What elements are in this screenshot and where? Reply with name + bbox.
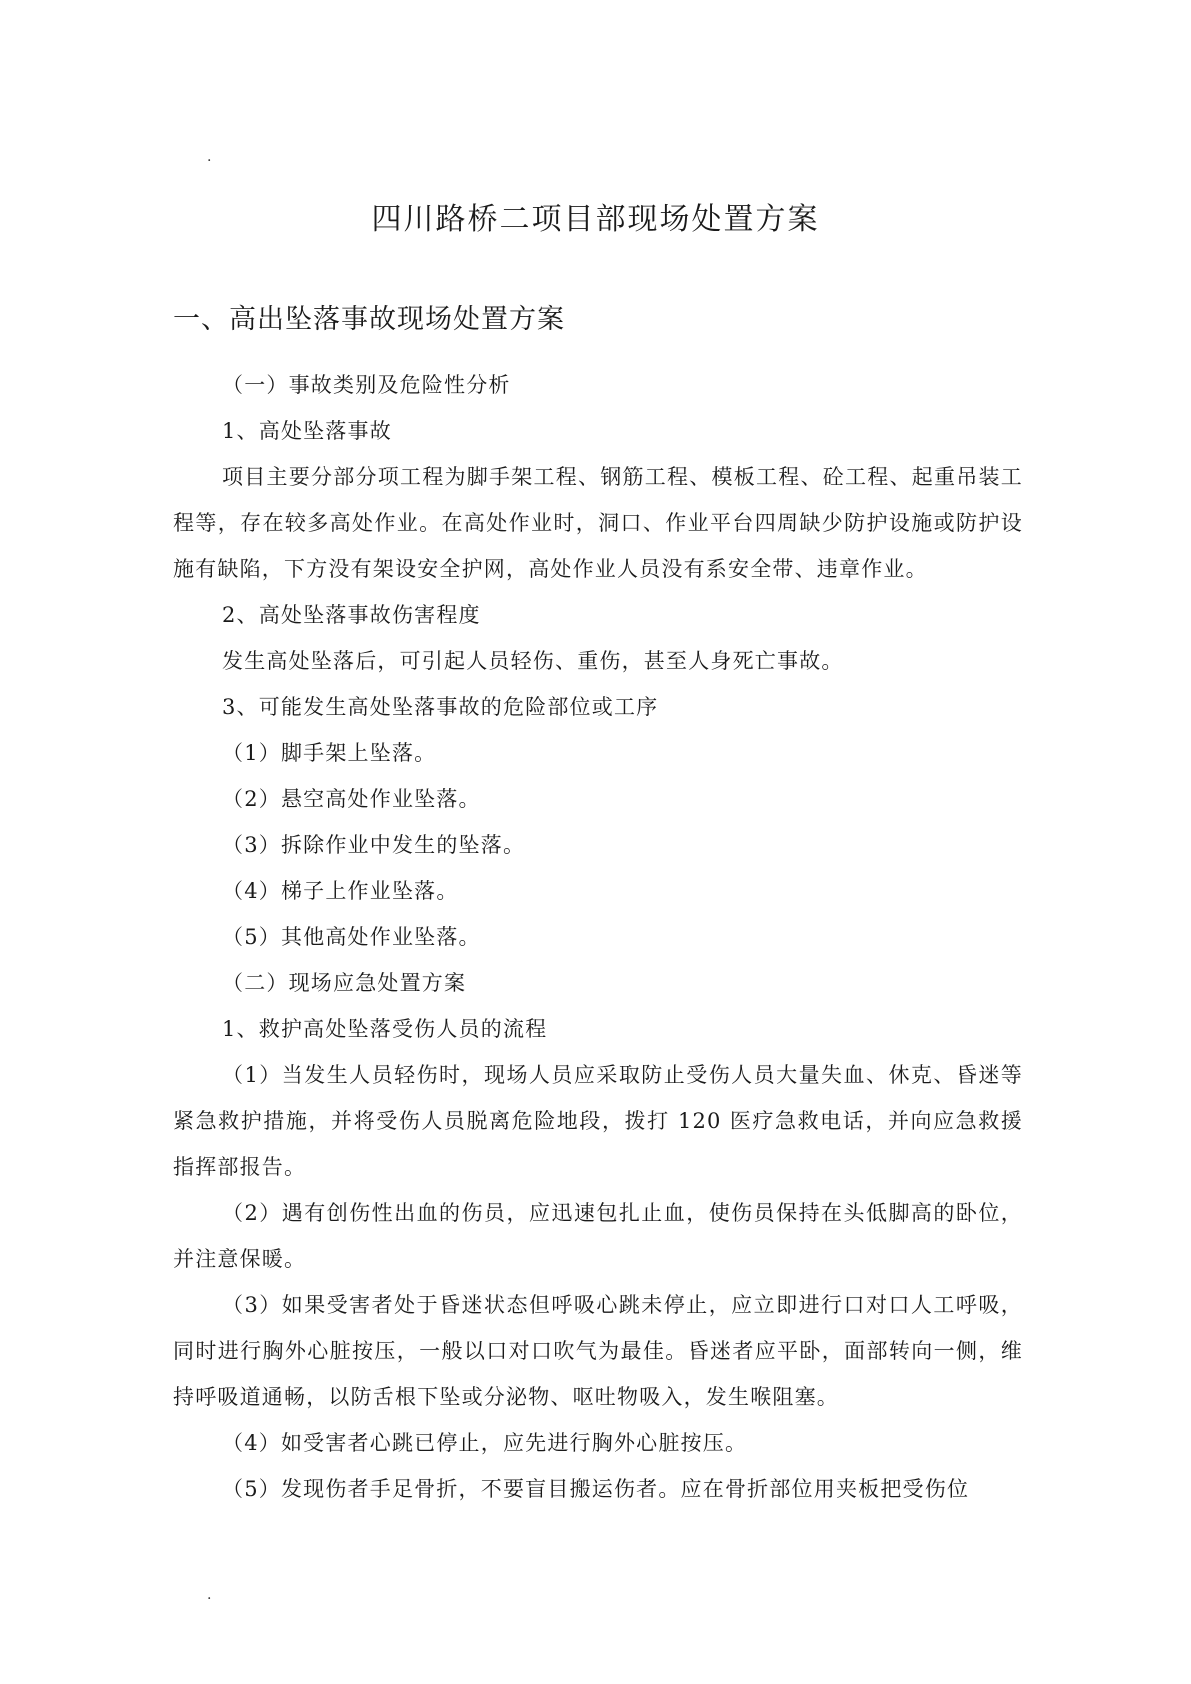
item-heading: 2、高处坠落事故伤害程度 — [222, 603, 481, 627]
subsection-heading: （一）事故类别及危险性分析 — [222, 373, 511, 397]
document-title: 四川路桥二项目部现场处置方案 — [371, 202, 820, 237]
subsection-heading: （二）现场应急处置方案 — [222, 971, 467, 995]
list-item: （5）其他高处作业坠落。 — [222, 925, 481, 949]
item-heading: 1、高处坠落事故 — [222, 419, 392, 443]
paragraph: （3）如果受害者处于昏迷状态但呼吸心跳未停止，应立即进行口对口人工呼吸，同时进行胸外心脏按压，一般以口对口吹气为最佳。昏迷者应平卧，面部转向一侧，维持呼吸道通畅，以防舌根下坠或分泌物、呕吐物吸入，发生喉阻塞。 — [173, 1293, 1023, 1409]
section-heading: 一、高出坠落事故现场处置方案 — [173, 304, 565, 335]
paragraph: （1）当发生人员轻伤时，现场人员应采取防止受伤人员大量失血、休克、昏迷等紧急救护措施，并将受伤人员脱离危险地段，拨打 120 医疗急救电话，并向应急救援指挥部报告。 — [173, 1063, 1023, 1179]
paragraph: （5）发现伤者手足骨折，不要盲目搬运伤者。应在骨折部位用夹板把受伤位 — [222, 1477, 970, 1501]
list-item: （3）拆除作业中发生的坠落。 — [222, 833, 526, 857]
document-body — [173, 362, 1023, 1512]
paragraph: 发生高处坠落后，可引起人员轻伤、重伤，甚至人身死亡事故。 — [222, 649, 844, 673]
page-mark-bottom: . — [207, 1587, 212, 1603]
paragraph: （4）如受害者心跳已停止，应先进行胸外心脏按压。 — [222, 1431, 748, 1455]
list-item: （1）脚手架上坠落。 — [222, 741, 437, 765]
paragraph: （2）遇有创伤性出血的伤员，应迅速包扎止血，使伤员保持在头低脚高的卧位，并注意保暖。 — [173, 1201, 1023, 1271]
page-mark-top: . — [207, 149, 212, 165]
list-item: （2）悬空高处作业坠落。 — [222, 787, 481, 811]
item-heading: 3、可能发生高处坠落事故的危险部位或工序 — [222, 695, 659, 719]
item-heading: 1、救护高处坠落受伤人员的流程 — [222, 1017, 548, 1041]
list-item: （4）梯子上作业坠落。 — [222, 879, 459, 903]
paragraph: 项目主要分部分项工程为脚手架工程、钢筋工程、模板工程、砼工程、起重吊装工程等，存在较多高处作业。在高处作业时，洞口、作业平台四周缺少防护设施或防护设施有缺陷，下方没有架设安全护网，高处作业人员没有系安全带、违章作业。 — [173, 465, 1023, 581]
